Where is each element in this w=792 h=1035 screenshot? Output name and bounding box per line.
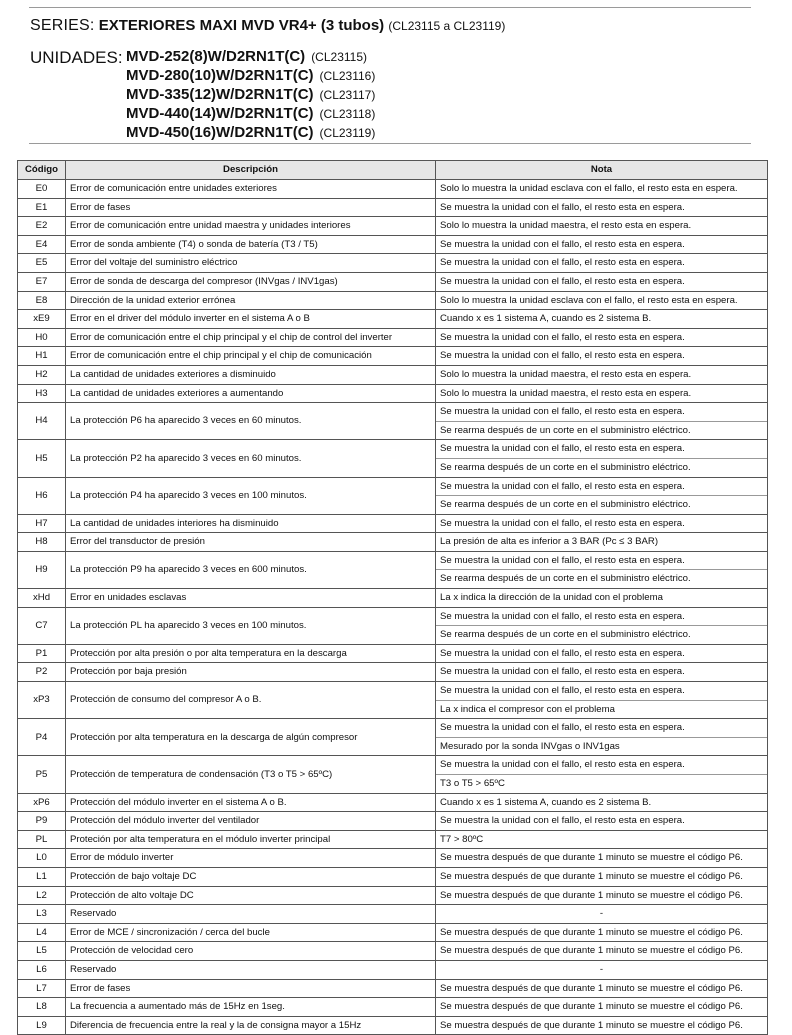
- error-description: La protección P2 ha aparecido 3 veces en 60 minutos.: [66, 440, 436, 477]
- error-description: Protección de bajo voltaje DC: [66, 867, 436, 886]
- table-row: [18, 1016, 768, 1035]
- error-code: L6: [18, 960, 66, 979]
- table-row: [18, 682, 768, 719]
- error-code: C7: [18, 607, 66, 644]
- error-description: Error de módulo inverter: [66, 849, 436, 868]
- error-code: H0: [18, 328, 66, 347]
- error-code: L4: [18, 923, 66, 942]
- table-row: [18, 905, 768, 924]
- error-description: Reservado: [66, 960, 436, 979]
- error-note: [436, 979, 768, 998]
- note-line: Se rearma después de un corte en el subministro eléctrico.: [436, 458, 767, 477]
- table-row: [18, 533, 768, 552]
- error-note: [436, 867, 768, 886]
- error-description: Protección de velocidad cero: [66, 942, 436, 961]
- error-code: H5: [18, 440, 66, 477]
- header-descripcion: Descripción: [66, 161, 436, 180]
- error-note: [436, 440, 768, 477]
- table-row: [18, 365, 768, 384]
- note-line: Se muestra la unidad con el fallo, el resto esta en espera.: [440, 815, 685, 827]
- error-note: [436, 607, 768, 644]
- note-line: Mesurado por la sonda INVgas o INV1gas: [436, 737, 767, 756]
- error-code: P4: [18, 719, 66, 756]
- error-code: E7: [18, 272, 66, 291]
- unit-model-name: MVD-450(16)W/D2RN1T(C): [126, 124, 314, 141]
- table-row: [18, 440, 768, 477]
- table-row: [18, 607, 768, 644]
- error-note: [436, 235, 768, 254]
- note-line: Se muestra después de que durante 1 minuto se muestre el código P6.: [440, 870, 743, 882]
- note-line: Se muestra la unidad con el fallo, el resto esta en espera.: [440, 647, 685, 659]
- table-row: [18, 235, 768, 254]
- error-code-table: [17, 160, 768, 1035]
- error-code: E8: [18, 291, 66, 310]
- error-note: [436, 923, 768, 942]
- unit-model-name: MVD-440(14)W/D2RN1T(C): [126, 105, 314, 122]
- table-row: [18, 867, 768, 886]
- note-line: T3 o T5 > 65ºC: [436, 774, 767, 793]
- note-line: Se muestra la unidad con el fallo, el resto esta en espera.: [440, 480, 685, 492]
- error-code: H8: [18, 533, 66, 552]
- note-line: T7 > 80ºC: [440, 833, 484, 845]
- table-row: [18, 979, 768, 998]
- error-description: Error de comunicación entre unidades exteriores: [66, 180, 436, 199]
- error-code: H6: [18, 477, 66, 514]
- error-description: Error de sonda de descarga del compresor (INVgas / INV1gas): [66, 272, 436, 291]
- error-description: Error en el driver del módulo inverter en el sistema A o B: [66, 310, 436, 329]
- table-header-row: [18, 161, 768, 180]
- unit-model: [126, 67, 375, 84]
- series-heading: [30, 17, 505, 35]
- error-description: Error de comunicación entre el chip principal y el chip de control del inverter: [66, 328, 436, 347]
- error-note: [436, 533, 768, 552]
- note-line: La presión de alta es inferior a 3 BAR (Pc ≤ 3 BAR): [440, 536, 659, 548]
- note-line: Cuando x es 1 sistema A, cuando es 2 sistema B.: [440, 313, 652, 325]
- error-description: Protección del módulo inverter en el sistema A o B.: [66, 793, 436, 812]
- note-line: Se muestra la unidad con el fallo, el resto esta en espera.: [440, 350, 685, 362]
- table-row: [18, 180, 768, 199]
- error-code: E1: [18, 198, 66, 217]
- error-code: L5: [18, 942, 66, 961]
- table-row: [18, 347, 768, 366]
- error-note: [436, 310, 768, 329]
- error-note: [436, 849, 768, 868]
- note-line: Se muestra después de que durante 1 minuto se muestre el código P6.: [440, 1001, 743, 1013]
- error-description: La protección P4 ha aparecido 3 veces en 100 minutos.: [66, 477, 436, 514]
- error-code: H1: [18, 347, 66, 366]
- error-code: H3: [18, 384, 66, 403]
- note-line: Se muestra después de que durante 1 minuto se muestre el código P6.: [440, 926, 743, 938]
- note-line: Se muestra después de que durante 1 minuto se muestre el código P6.: [440, 889, 743, 901]
- error-note: [436, 347, 768, 366]
- error-description: La cantidad de unidades interiores ha disminuido: [66, 514, 436, 533]
- note-line: Cuando x es 1 sistema A, cuando es 2 sistema B.: [440, 796, 652, 808]
- error-note: [436, 180, 768, 199]
- note-line: Solo lo muestra la unidad maestra, el resto esta en espera.: [440, 387, 692, 399]
- note-line: Se muestra la unidad con el fallo, el resto esta en espera.: [440, 201, 685, 213]
- table-row: [18, 514, 768, 533]
- error-description: Reservado: [66, 905, 436, 924]
- error-description: Error de fases: [66, 198, 436, 217]
- error-code: E2: [18, 217, 66, 236]
- error-code: L9: [18, 1016, 66, 1035]
- table-row: [18, 793, 768, 812]
- note-line: Se muestra después de que durante 1 minuto se muestre el código P6.: [440, 945, 743, 957]
- note-line: Se muestra la unidad con el fallo, el resto esta en espera.: [440, 257, 685, 269]
- table-row: [18, 756, 768, 793]
- unit-model-ref: (CL23119): [319, 126, 376, 140]
- error-code: H4: [18, 403, 66, 440]
- unit-model-ref: (CL23117): [319, 88, 376, 102]
- error-description: Error de sonda ambiente (T4) o sonda de batería (T3 / T5): [66, 235, 436, 254]
- error-description: La cantidad de unidades exteriores a disminuido: [66, 365, 436, 384]
- note-line: Solo lo muestra la unidad maestra, el resto esta en espera.: [440, 368, 692, 380]
- error-note: [436, 663, 768, 682]
- error-description: La cantidad de unidades exteriores a aumentando: [66, 384, 436, 403]
- error-description: La protección PL ha aparecido 3 veces en 100 minutos.: [66, 607, 436, 644]
- note-line: Se muestra la unidad con el fallo, el resto esta en espera.: [440, 517, 685, 529]
- note-line: Se muestra la unidad con el fallo, el resto esta en espera.: [440, 759, 685, 771]
- error-description: Proteción por alta temperatura en el módulo inverter principal: [66, 830, 436, 849]
- error-note: [436, 272, 768, 291]
- header-nota: Nota: [436, 161, 768, 180]
- error-description: Error de comunicación entre el chip principal y el chip de comunicación: [66, 347, 436, 366]
- error-note: [436, 644, 768, 663]
- note-line: Se muestra la unidad con el fallo, el resto esta en espera.: [440, 275, 685, 287]
- error-note: [436, 886, 768, 905]
- error-code: PL: [18, 830, 66, 849]
- note-line: Se rearma después de un corte en el subministro eléctrico.: [436, 569, 767, 588]
- note-line: Se rearma después de un corte en el subministro eléctrico.: [436, 421, 767, 440]
- error-description: Protección por baja presión: [66, 663, 436, 682]
- error-code: H9: [18, 551, 66, 588]
- bottom-rule: [29, 143, 751, 144]
- error-code: E4: [18, 235, 66, 254]
- table-row: [18, 254, 768, 273]
- table-row: [18, 998, 768, 1017]
- table-row: [18, 923, 768, 942]
- note-line: La x indica la dirección de la unidad con el problema: [440, 592, 663, 604]
- unit-model: [126, 105, 375, 122]
- error-code: xP6: [18, 793, 66, 812]
- error-description: La protección P9 ha aparecido 3 veces en 600 minutos.: [66, 551, 436, 588]
- error-code: L2: [18, 886, 66, 905]
- unit-model: [126, 48, 367, 65]
- error-note: [436, 756, 768, 793]
- table-row: [18, 849, 768, 868]
- table-row: [18, 812, 768, 831]
- table-body: [18, 180, 768, 1035]
- error-note: [436, 551, 768, 588]
- error-note: [436, 719, 768, 756]
- error-description: Protección de temperatura de condensación (T3 o T5 > 65ºC): [66, 756, 436, 793]
- error-note: [436, 254, 768, 273]
- error-description: Error del transductor de presión: [66, 533, 436, 552]
- unit-model-ref: (CL23116): [319, 69, 376, 83]
- table-row: [18, 830, 768, 849]
- error-note: [436, 403, 768, 440]
- error-description: Protección de consumo del compresor A o B.: [66, 682, 436, 719]
- table-row: [18, 942, 768, 961]
- note-line: Se muestra la unidad con el fallo, el resto esta en espera.: [440, 331, 685, 343]
- error-description: Error de MCE / sincronización / cerca del bucle: [66, 923, 436, 942]
- error-description: Protección del módulo inverter del ventilador: [66, 812, 436, 831]
- error-description: Diferencia de frecuencia entre la real y la de consigna mayor a 15Hz: [66, 1016, 436, 1035]
- note-line: -: [599, 908, 604, 920]
- note-line: Se muestra la unidad con el fallo, el resto esta en espera.: [440, 722, 685, 734]
- error-description: Dirección de la unidad exterior errónea: [66, 291, 436, 310]
- error-description: Protección de alto voltaje DC: [66, 886, 436, 905]
- error-code: xE9: [18, 310, 66, 329]
- unit-model-name: MVD-280(10)W/D2RN1T(C): [126, 67, 314, 84]
- error-note: [436, 198, 768, 217]
- note-line: Se muestra después de que durante 1 minuto se muestre el código P6.: [440, 1019, 743, 1031]
- error-code: P1: [18, 644, 66, 663]
- error-description: Error de fases: [66, 979, 436, 998]
- note-line: Se rearma después de un corte en el subministro eléctrico.: [436, 625, 767, 644]
- note-line: Solo lo muestra la unidad esclava con el fallo, el resto esta en espera.: [440, 183, 738, 194]
- table-row: [18, 551, 768, 588]
- table-row: [18, 477, 768, 514]
- error-code: L1: [18, 867, 66, 886]
- note-line: Solo lo muestra la unidad maestra, el resto esta en espera.: [440, 220, 692, 232]
- table-row: [18, 663, 768, 682]
- error-code: L0: [18, 849, 66, 868]
- note-line: Se muestra la unidad con el fallo, el resto esta en espera.: [440, 554, 685, 566]
- note-line: Se muestra la unidad con el fallo, el resto esta en espera.: [440, 685, 685, 697]
- error-description: Error en unidades esclavas: [66, 589, 436, 608]
- top-rule: [29, 7, 751, 8]
- table-row: [18, 644, 768, 663]
- error-description: La protección P6 ha aparecido 3 veces en 60 minutos.: [66, 403, 436, 440]
- error-note: [436, 514, 768, 533]
- error-note: [436, 365, 768, 384]
- series-title: EXTERIORES MAXI MVD VR4+ (3 tubos): [98, 17, 385, 34]
- table-row: [18, 217, 768, 236]
- error-note: [436, 830, 768, 849]
- error-note: [436, 291, 768, 310]
- error-description: La frecuencia a aumentado más de 15Hz en 1seg.: [66, 998, 436, 1017]
- note-line: Se muestra la unidad con el fallo, el resto esta en espera.: [440, 238, 685, 250]
- error-description: Error de comunicación entre unidad maestra y unidades interiores: [66, 217, 436, 236]
- error-code: L8: [18, 998, 66, 1017]
- error-note: [436, 217, 768, 236]
- series-ref: (CL23115 a CL23119): [388, 19, 506, 33]
- table-row: [18, 198, 768, 217]
- error-note: [436, 942, 768, 961]
- table-row: [18, 384, 768, 403]
- error-code: E0: [18, 180, 66, 199]
- error-code: E5: [18, 254, 66, 273]
- unit-model-ref: (CL23118): [319, 107, 376, 121]
- error-note: [436, 477, 768, 514]
- table-row: [18, 328, 768, 347]
- unit-model: [126, 124, 375, 141]
- note-line: Se muestra después de que durante 1 minuto se muestre el código P6.: [440, 852, 743, 864]
- error-description: Protección por alta presión o por alta temperatura en la descarga: [66, 644, 436, 663]
- error-note: [436, 905, 768, 924]
- units-label: UNIDADES:: [30, 48, 123, 67]
- error-note: [436, 793, 768, 812]
- error-note: [436, 589, 768, 608]
- error-code: H7: [18, 514, 66, 533]
- table-row: [18, 886, 768, 905]
- error-note: [436, 960, 768, 979]
- note-line: Se muestra la unidad con el fallo, el resto esta en espera.: [440, 443, 685, 455]
- header-codigo: Código: [18, 161, 66, 180]
- error-note: [436, 812, 768, 831]
- error-code: H2: [18, 365, 66, 384]
- error-code: P9: [18, 812, 66, 831]
- error-code: L3: [18, 905, 66, 924]
- error-description: Protección por alta temperatura en la descarga de algún compresor: [66, 719, 436, 756]
- table-row: [18, 272, 768, 291]
- series-label: SERIES:: [30, 17, 95, 34]
- table-row: [18, 310, 768, 329]
- error-note: [436, 682, 768, 719]
- note-line: Se muestra la unidad con el fallo, el resto esta en espera.: [440, 610, 685, 622]
- table-row: [18, 291, 768, 310]
- error-note: [436, 998, 768, 1017]
- unit-model-name: MVD-335(12)W/D2RN1T(C): [126, 86, 314, 103]
- error-code: L7: [18, 979, 66, 998]
- table-row: [18, 403, 768, 440]
- unit-model-ref: (CL23115): [311, 50, 367, 64]
- note-line: Solo lo muestra la unidad esclava con el fallo, el resto esta en espera.: [440, 294, 738, 306]
- note-line: La x indica el compresor con el problema: [436, 700, 767, 719]
- note-line: Se muestra después de que durante 1 minuto se muestre el código P6.: [440, 982, 743, 994]
- note-line: -: [599, 963, 604, 975]
- error-description: Error del voltaje del suministro eléctrico: [66, 254, 436, 273]
- note-line: Se rearma después de un corte en el subministro eléctrico.: [436, 495, 767, 514]
- table-row: [18, 589, 768, 608]
- error-note: [436, 1016, 768, 1035]
- error-note: [436, 328, 768, 347]
- unit-model: [126, 86, 375, 103]
- table-row: [18, 719, 768, 756]
- error-code: xP3: [18, 682, 66, 719]
- note-line: Se muestra la unidad con el fallo, el resto esta en espera.: [440, 406, 685, 418]
- error-note: [436, 384, 768, 403]
- unit-model-name: MVD-252(8)W/D2RN1T(C): [126, 48, 306, 65]
- error-code: P5: [18, 756, 66, 793]
- error-code: xHd: [18, 589, 66, 608]
- error-code: P2: [18, 663, 66, 682]
- table-row: [18, 960, 768, 979]
- note-line: Se muestra la unidad con el fallo, el resto esta en espera.: [440, 666, 685, 678]
